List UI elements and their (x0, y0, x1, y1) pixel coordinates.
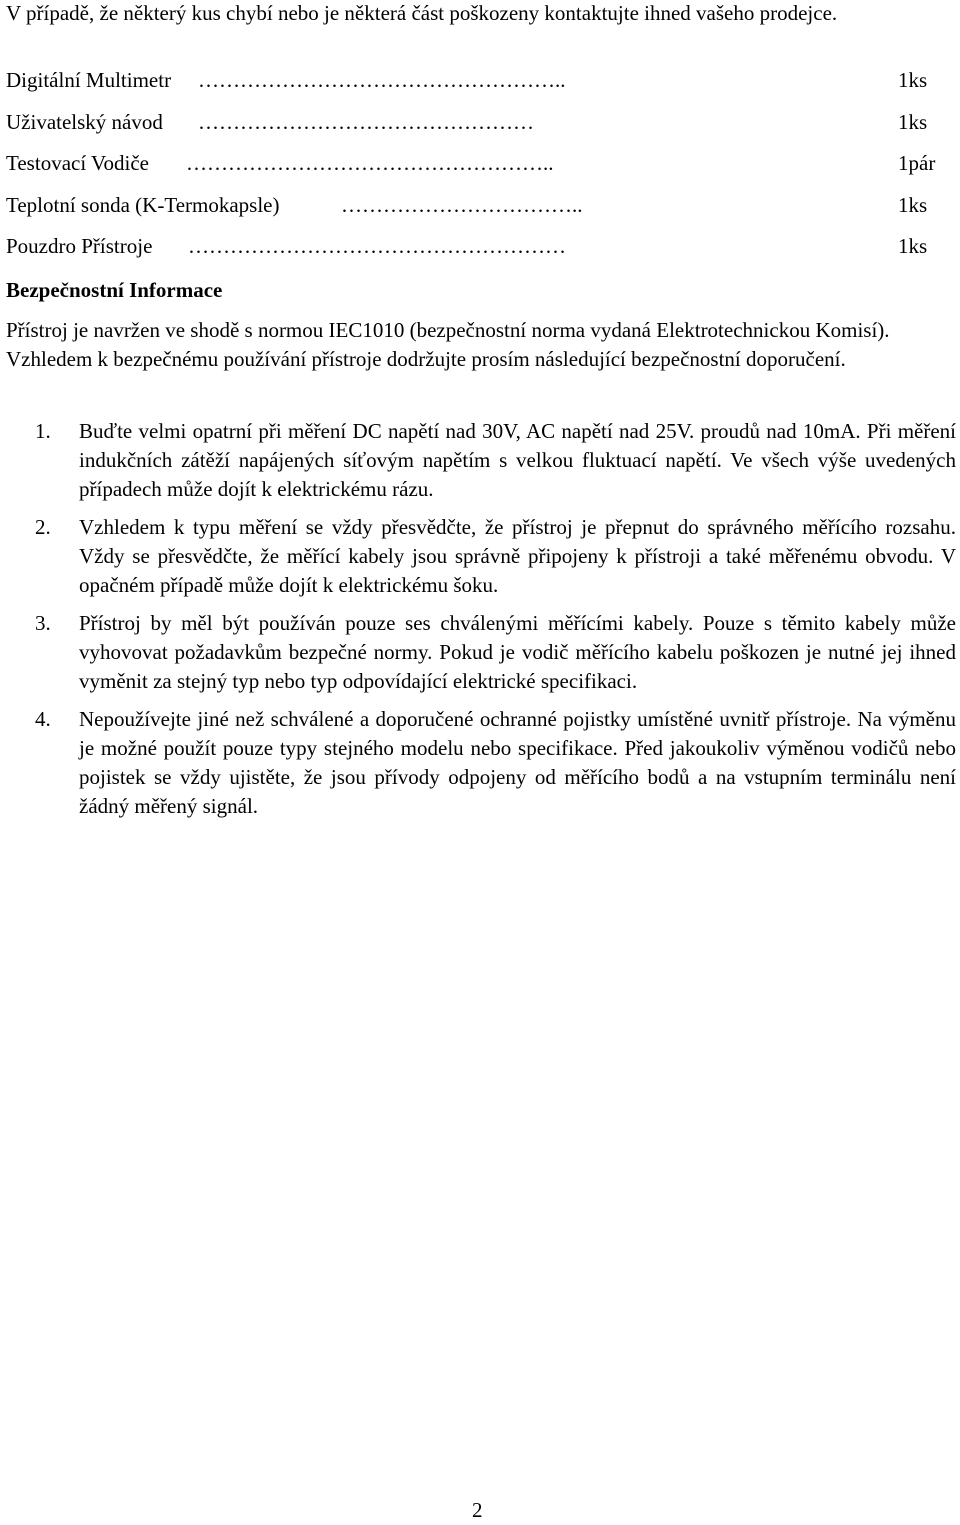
package-item-quantity: 1ks (898, 234, 928, 258)
package-item-name: Testovací Vodiče (6, 151, 149, 175)
package-item-name: Pouzdro Přístroje (6, 234, 153, 258)
list-item-text: Buďte velmi opatrní při měření DC napětí nad 30V, AC napětí nad 25V. proudů nad 10mA. Při měření indukčních zátěží napájených síťovým napětím s velkou fluktuací napětí. Ve všech výše uvedených případech může dojít k elektrickému rázu. (79, 419, 956, 501)
package-item (6, 66, 950, 108)
package-item-name: Digitální Multimetr (6, 68, 172, 92)
list-item (6, 417, 956, 504)
package-item-leader: ………………………………………… (198, 109, 534, 134)
package-item-name: Teplotní sonda (K-Termokapsle) (6, 192, 280, 217)
list-item (6, 705, 956, 821)
list-item-number: 4. (35, 707, 51, 731)
package-item-quantity: 1ks (898, 109, 928, 134)
package-item-quantity: 1pár (898, 151, 936, 175)
list-item (6, 513, 956, 600)
safety-intro-paragraph: Přístroj je navržen ve shodě s normou IEC1010 (bezpečnostní norma vydaná Elektrotechnickou Komisí). Vzhledem k bezpečnému používání přístroje dodržujte prosím následující bezpečnostní doporučení. (6, 318, 890, 371)
list-item-number: 1. (35, 419, 51, 443)
safety-instructions-list (6, 417, 956, 821)
package-item-leader: ……………………………………………… (188, 234, 566, 258)
package-item-leader: …………………………………………….. (198, 68, 566, 92)
intro-paragraph: V případě, že některý kus chybí nebo je některá část poškozeny kontaktujte ihned vašeho prodejce. (6, 1, 838, 25)
list-item-number: 3. (35, 611, 51, 635)
package-item-quantity: 1ks (898, 192, 928, 217)
list-item (6, 609, 956, 696)
list-item-text: Přístroj by měl být používán pouze ses chválenými měřícími kabely. Pouze s těmito kabely může vyhovovat požadavkům bezpečné normy. Pokud je vodič měřícího kabelu poškozen je nutné jej ihned vyměnit za stejný typ nebo typ odpovídající elektrické specifikaci. (79, 611, 956, 693)
package-item-leader: …………………………….. (341, 192, 583, 217)
package-item-leader: …………………………………………….. (186, 151, 554, 175)
package-item (6, 191, 950, 233)
list-item-text: Nepoužívejte jiné než schválené a doporučené ochranné pojistky umístěné uvnitř přístroje. Na výměnu je možné použít pouze typy stejného modelu nebo specifikace. Před jakoukoliv výměnou vodičů nebo pojistek se vždy ujistěte, že jsou přívody odpojeny od měřícího bodů a na vstupním terminálu není žádný měřený signál. (79, 707, 956, 818)
page-number: 2 (472, 1498, 483, 1522)
list-item-text: Vzhledem k typu měření se vždy přesvědčte, že přístroj je přepnut do správného měřícího rozsahu. Vždy se přesvědčte, že měřící kabely jsou správně připojeny k přístroji a také měřenému obvodu. V opačném případě může dojít k elektrickému šoku. (79, 515, 956, 597)
package-item (6, 149, 950, 191)
package-contents-list (6, 66, 950, 274)
package-item (6, 232, 950, 274)
list-item-number: 2. (35, 515, 51, 539)
section-title: Bezpečnostní Informace (6, 278, 223, 302)
package-item (6, 108, 950, 150)
package-item-name: Uživatelský návod (6, 109, 163, 134)
package-item-quantity: 1ks (898, 68, 928, 92)
